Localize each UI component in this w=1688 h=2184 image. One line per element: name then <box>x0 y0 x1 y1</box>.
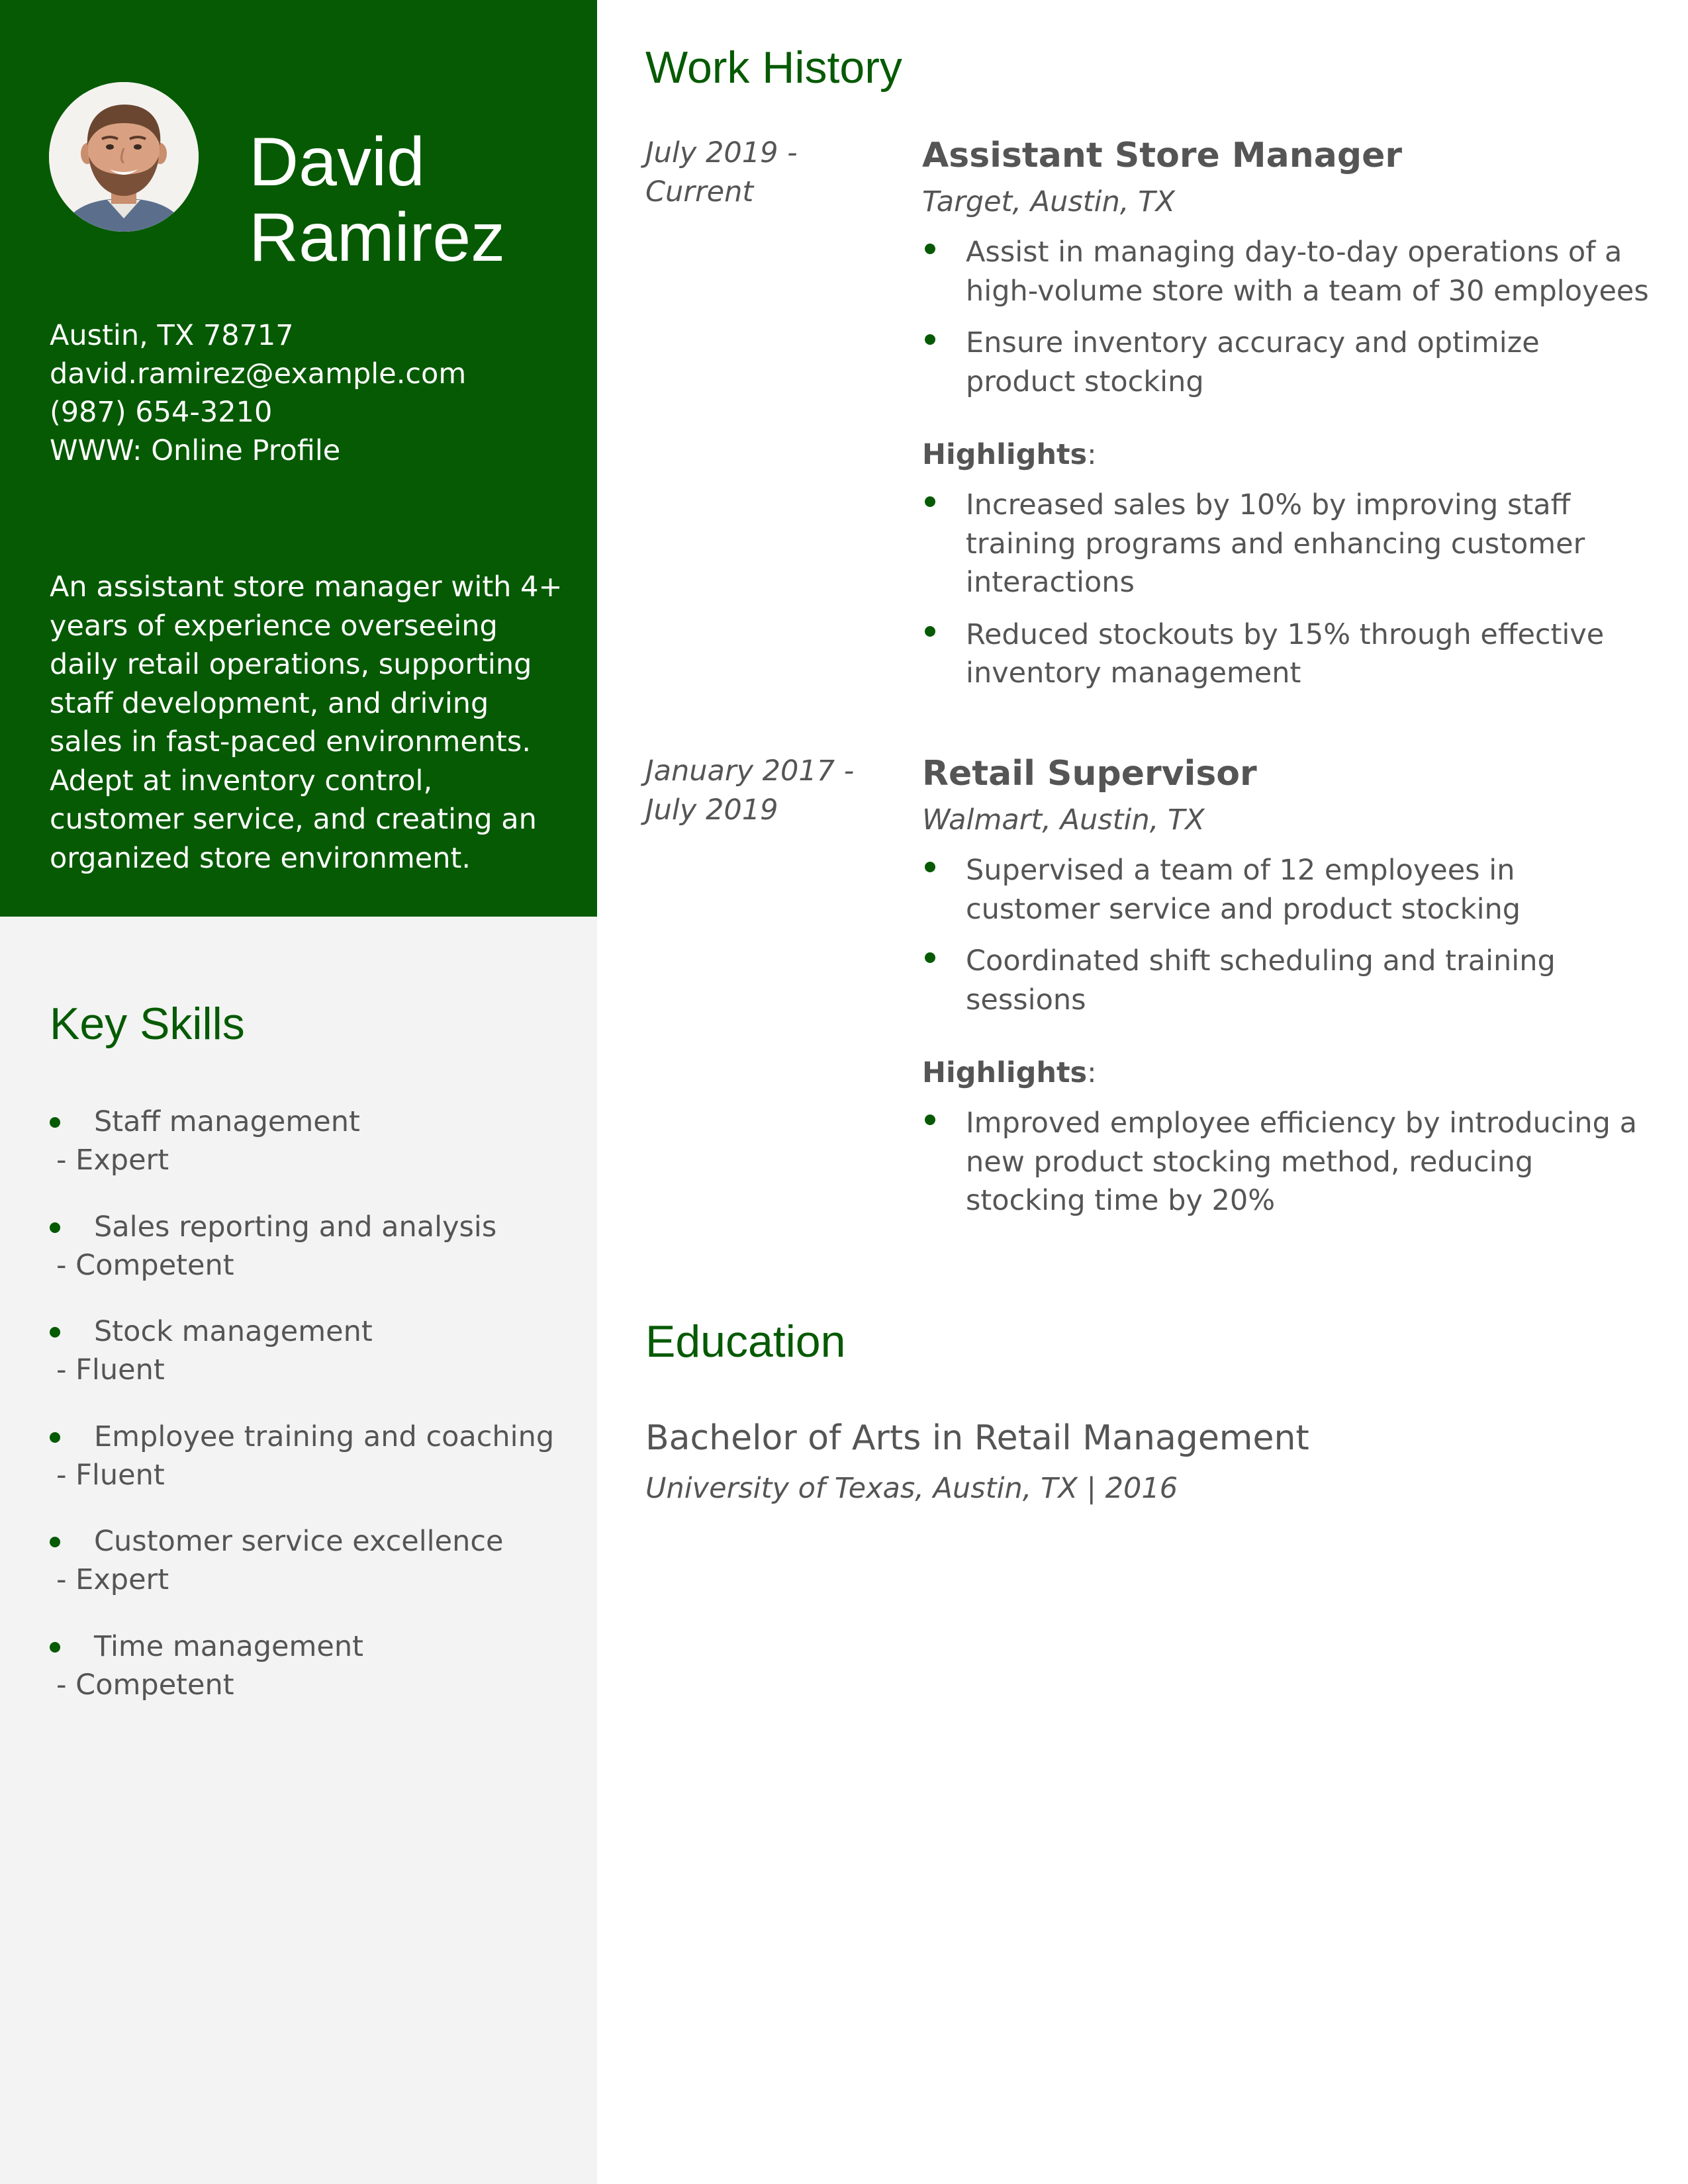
duty-text: Ensure inventory accuracy and optimize product stocking <box>966 326 1540 398</box>
bullet-icon <box>50 1432 60 1443</box>
bullet-icon <box>50 1222 60 1233</box>
skill-level: - Expert <box>56 1144 169 1177</box>
skill-level: - Competent <box>56 1248 234 1282</box>
bullet-icon <box>925 626 935 637</box>
highlights-label: Highlights: <box>922 1056 1097 1089</box>
highlights-label-text: Highlights <box>922 1056 1088 1089</box>
skill-item <box>50 1627 579 1733</box>
highlight-text: Increased sales by 10% by improving staff training programs and enhancing customer interactions <box>966 488 1585 599</box>
duty-text: Assist in managing day-to-day operations of a high-volume store with a team of 30 employees <box>966 236 1649 308</box>
duty-text: Supervised a team of 12 employees in customer service and product stocking <box>966 854 1521 926</box>
contact-email[interactable]: david.ramirez@example.com <box>50 357 467 390</box>
first-name: David <box>249 123 425 201</box>
candidate-name <box>249 124 580 275</box>
job-highlights <box>922 486 1657 693</box>
skill-item <box>50 1418 579 1523</box>
list-item <box>922 942 1657 1019</box>
last-name: Ramirez <box>249 199 506 276</box>
skill-level: - Competent <box>56 1668 234 1702</box>
job-details <box>922 752 1657 1234</box>
job-company: Target, Austin, TX <box>922 185 1175 218</box>
bullet-icon <box>925 1115 935 1125</box>
skill-item <box>50 1208 579 1313</box>
job-highlights <box>922 1104 1657 1220</box>
skill-name: Time management <box>94 1629 363 1663</box>
education-heading: Education <box>645 1316 846 1367</box>
bullet-icon <box>50 1117 60 1128</box>
job-duties <box>922 233 1657 401</box>
job-dates: July 2019 - Current <box>645 136 798 208</box>
skill-name: Sales reporting and analysis <box>94 1210 497 1244</box>
skill-level: - Fluent <box>56 1458 165 1492</box>
education-degree: Bachelor of Arts in Retail Management <box>645 1418 1309 1458</box>
skill-name: Employee training and coaching <box>94 1420 555 1453</box>
skill-name: Customer service excellence <box>94 1525 504 1558</box>
highlights-label-text: Highlights <box>922 438 1088 471</box>
skill-level: - Expert <box>56 1563 169 1596</box>
bullet-icon <box>925 952 935 963</box>
sidebar-header <box>0 0 597 917</box>
job-title: Assistant Store Manager <box>922 136 1402 175</box>
list-item <box>922 324 1657 401</box>
job-dates: January 2017 - July 2019 <box>645 754 855 827</box>
skill-name: Staff management <box>94 1105 360 1138</box>
bullet-icon <box>925 334 935 345</box>
contact-address: Austin, TX 78717 <box>50 319 294 352</box>
job-duties <box>922 851 1657 1019</box>
contact-info <box>50 316 573 470</box>
skills-heading: Key Skills <box>50 999 245 1049</box>
skill-level: - Fluent <box>56 1353 165 1387</box>
work-history-heading: Work History <box>645 42 902 93</box>
contact-phone[interactable]: (987) 654-3210 <box>50 396 273 429</box>
skill-item <box>50 1312 579 1418</box>
highlight-text: Reduced stockouts by 15% through effective inventory management <box>966 617 1605 690</box>
skill-item <box>50 1103 579 1208</box>
education-school: University of Texas, Austin, TX | 2016 <box>645 1472 1178 1505</box>
sidebar <box>0 0 597 2184</box>
bullet-icon <box>50 1537 60 1547</box>
job-company: Walmart, Austin, TX <box>922 803 1205 837</box>
bullet-icon <box>50 1327 60 1338</box>
bullet-icon <box>925 244 935 254</box>
bullet-icon <box>925 862 935 872</box>
job-title: Retail Supervisor <box>922 754 1257 794</box>
professional-summary: An assistant store manager with 4+ years of experience overseeing daily retail operations, supporting staff development, and driving sales in fast-paced environments. Adept at inventory control, customer service, and creating an organized store environment. <box>50 570 563 875</box>
list-item <box>922 851 1657 929</box>
skill-item <box>50 1522 579 1627</box>
list-item <box>922 615 1657 693</box>
list-item <box>922 486 1657 602</box>
duty-text: Coordinated shift scheduling and training sessions <box>966 944 1556 1017</box>
job-details <box>922 134 1657 706</box>
list-item <box>922 233 1657 310</box>
highlight-text: Improved employee efficiency by introducing a new product stocking method, reducing stocking time by 20% <box>966 1107 1637 1217</box>
contact-website[interactable]: WWW: Online Profile <box>50 434 341 467</box>
avatar <box>49 82 199 232</box>
avatar-photo-icon <box>49 82 199 232</box>
list-item <box>922 1104 1657 1220</box>
bullet-icon <box>50 1642 60 1653</box>
skill-name: Stock management <box>94 1315 373 1348</box>
bullet-icon <box>925 496 935 507</box>
skills-list <box>50 1103 579 1732</box>
highlights-label: Highlights: <box>922 438 1097 471</box>
